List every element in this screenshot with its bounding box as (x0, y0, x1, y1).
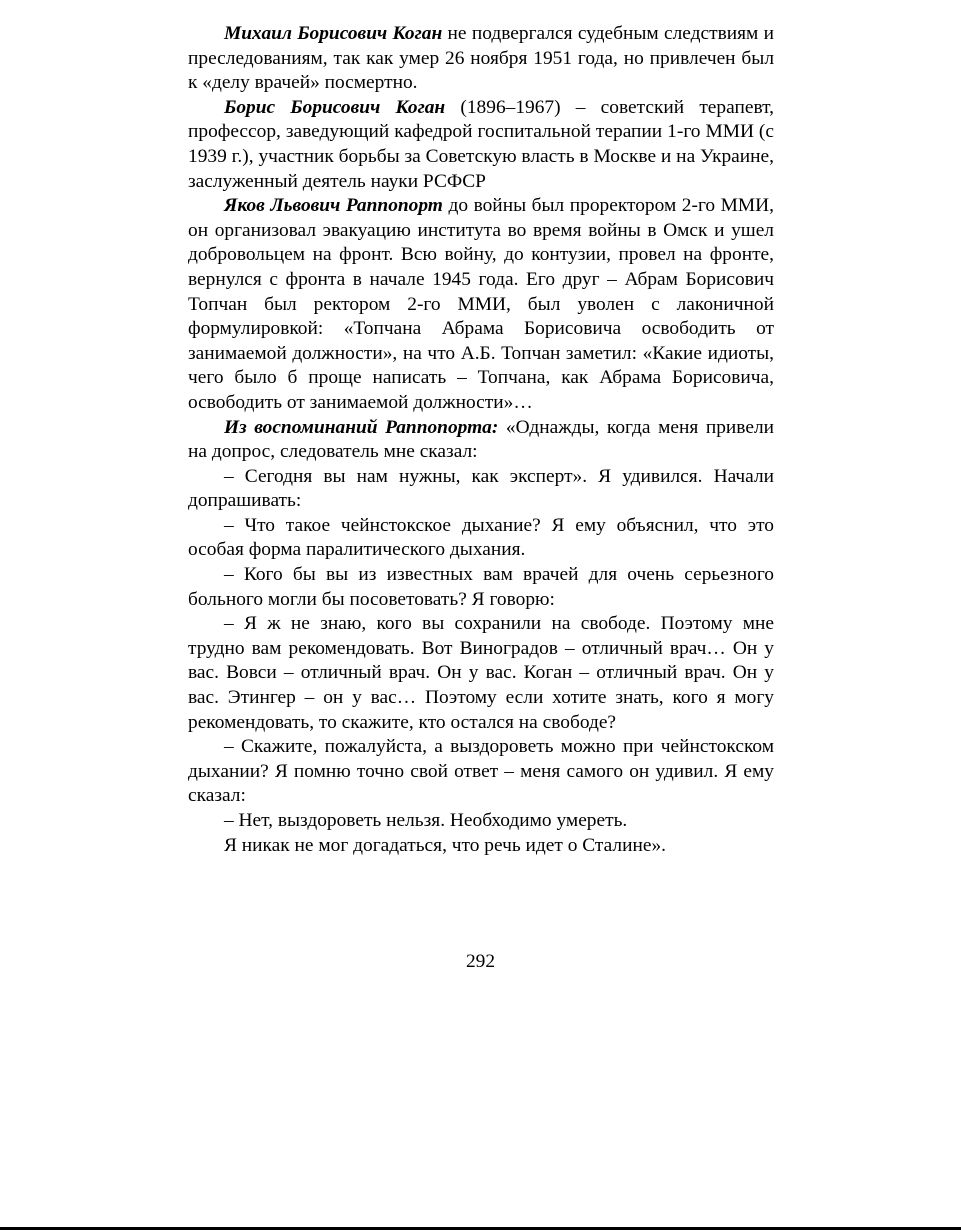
dialogue-line (188, 514, 774, 563)
paragraph-body: (1896–1967) – советский терапевт, профессор, заведующий кафедрой госпитальной терапии 1-го ММИ (с 1939 г.), участник борьбы за Советскую власть в Москве и на Украине, заслуженный деятель науки РСФСР (188, 96, 774, 192)
paragraph-body: «Однажды, когда меня привели на допрос, следователь мне сказал: (188, 416, 774, 463)
paragraph (188, 416, 774, 465)
paragraph-body: до войны был проректором 2-го ММИ, он организовал эвакуацию института во время войны в Омск и ушел добровольцем на фронт. Всю войну, до контузии, провел на фронте, вернулся с фронта в начале 1945 года. Его друг – Абрам Борисович Топчан был ректором 2-го ММИ, был уволен с лаконичной формулировкой: «Топчана Абрама Борисовича освободить от занимаемой должности», на что А.Б. Топчан заметил: «Какие идиоты, чего было б проще написать – Топчана, как Абрама Борисовича, освободить от занимаемой должности»… (188, 195, 775, 413)
paragraph (188, 96, 774, 194)
paragraph-body: – Кого бы вы из известных вам врачей для очень серьезного больного могли бы посоветовать? Я говорю: (188, 564, 774, 610)
dialogue-line (188, 809, 774, 834)
paragraph-body: не подвергался судебным следствиям и преследованиям, так как умер 26 ноября 1951 года, но привлечен был к «делу врачей» посмертно. (188, 23, 774, 94)
paragraph-lead-name: Борис Борисович Коган (224, 96, 446, 118)
page-number: 292 (465, 951, 496, 972)
paragraph-body: – Что такое чейнстокское дыхание? Я ему объяснил, что это особая форма паралитического дыхания. (188, 514, 774, 561)
paragraph-body: – Сегодня вы нам нужны, как эксперт». Я удивился. Начали допрашивать: (188, 465, 774, 512)
dialogue-line (188, 612, 774, 735)
paragraph (188, 194, 774, 415)
closing-line (188, 834, 774, 859)
paragraph-lead-heading: Из воспоминаний Раппопорта: (224, 416, 499, 438)
paragraph-body: – Скажите, пожалуйста, а выздороветь можно при чейнстокском дыхании? Я помню точно свой ответ – меня самого он удивил. Я ему сказал: (188, 736, 774, 807)
paragraph-body: – Я ж не знаю, кого вы сохранили на свободе. Поэтому мне трудно вам рекомендовать. Вот Виноградов – отличный врач… Он у вас. Вовси – отличный врач. Он у вас. Коган – отличный врач. Он у вас. Этингер – он у вас… Поэтому если хотите знать, кого я могу рекомендовать, то скажите, кто остался на свободе? (188, 613, 774, 733)
paragraph-body: Я никак не мог догадаться, что речь идет о Сталине». (224, 834, 666, 856)
dialogue-line (188, 465, 774, 514)
dialogue-line (188, 563, 774, 612)
paragraph-body: – Нет, выздороветь нельзя. Необходимо умереть. (224, 810, 628, 831)
paragraph-lead-name: Михаил Борисович Коган (224, 23, 443, 44)
paragraph-lead-name: Яков Львович Раппопорт (224, 195, 443, 217)
dialogue-line (188, 735, 774, 809)
page-text-block (188, 22, 774, 858)
paragraph (188, 22, 774, 96)
